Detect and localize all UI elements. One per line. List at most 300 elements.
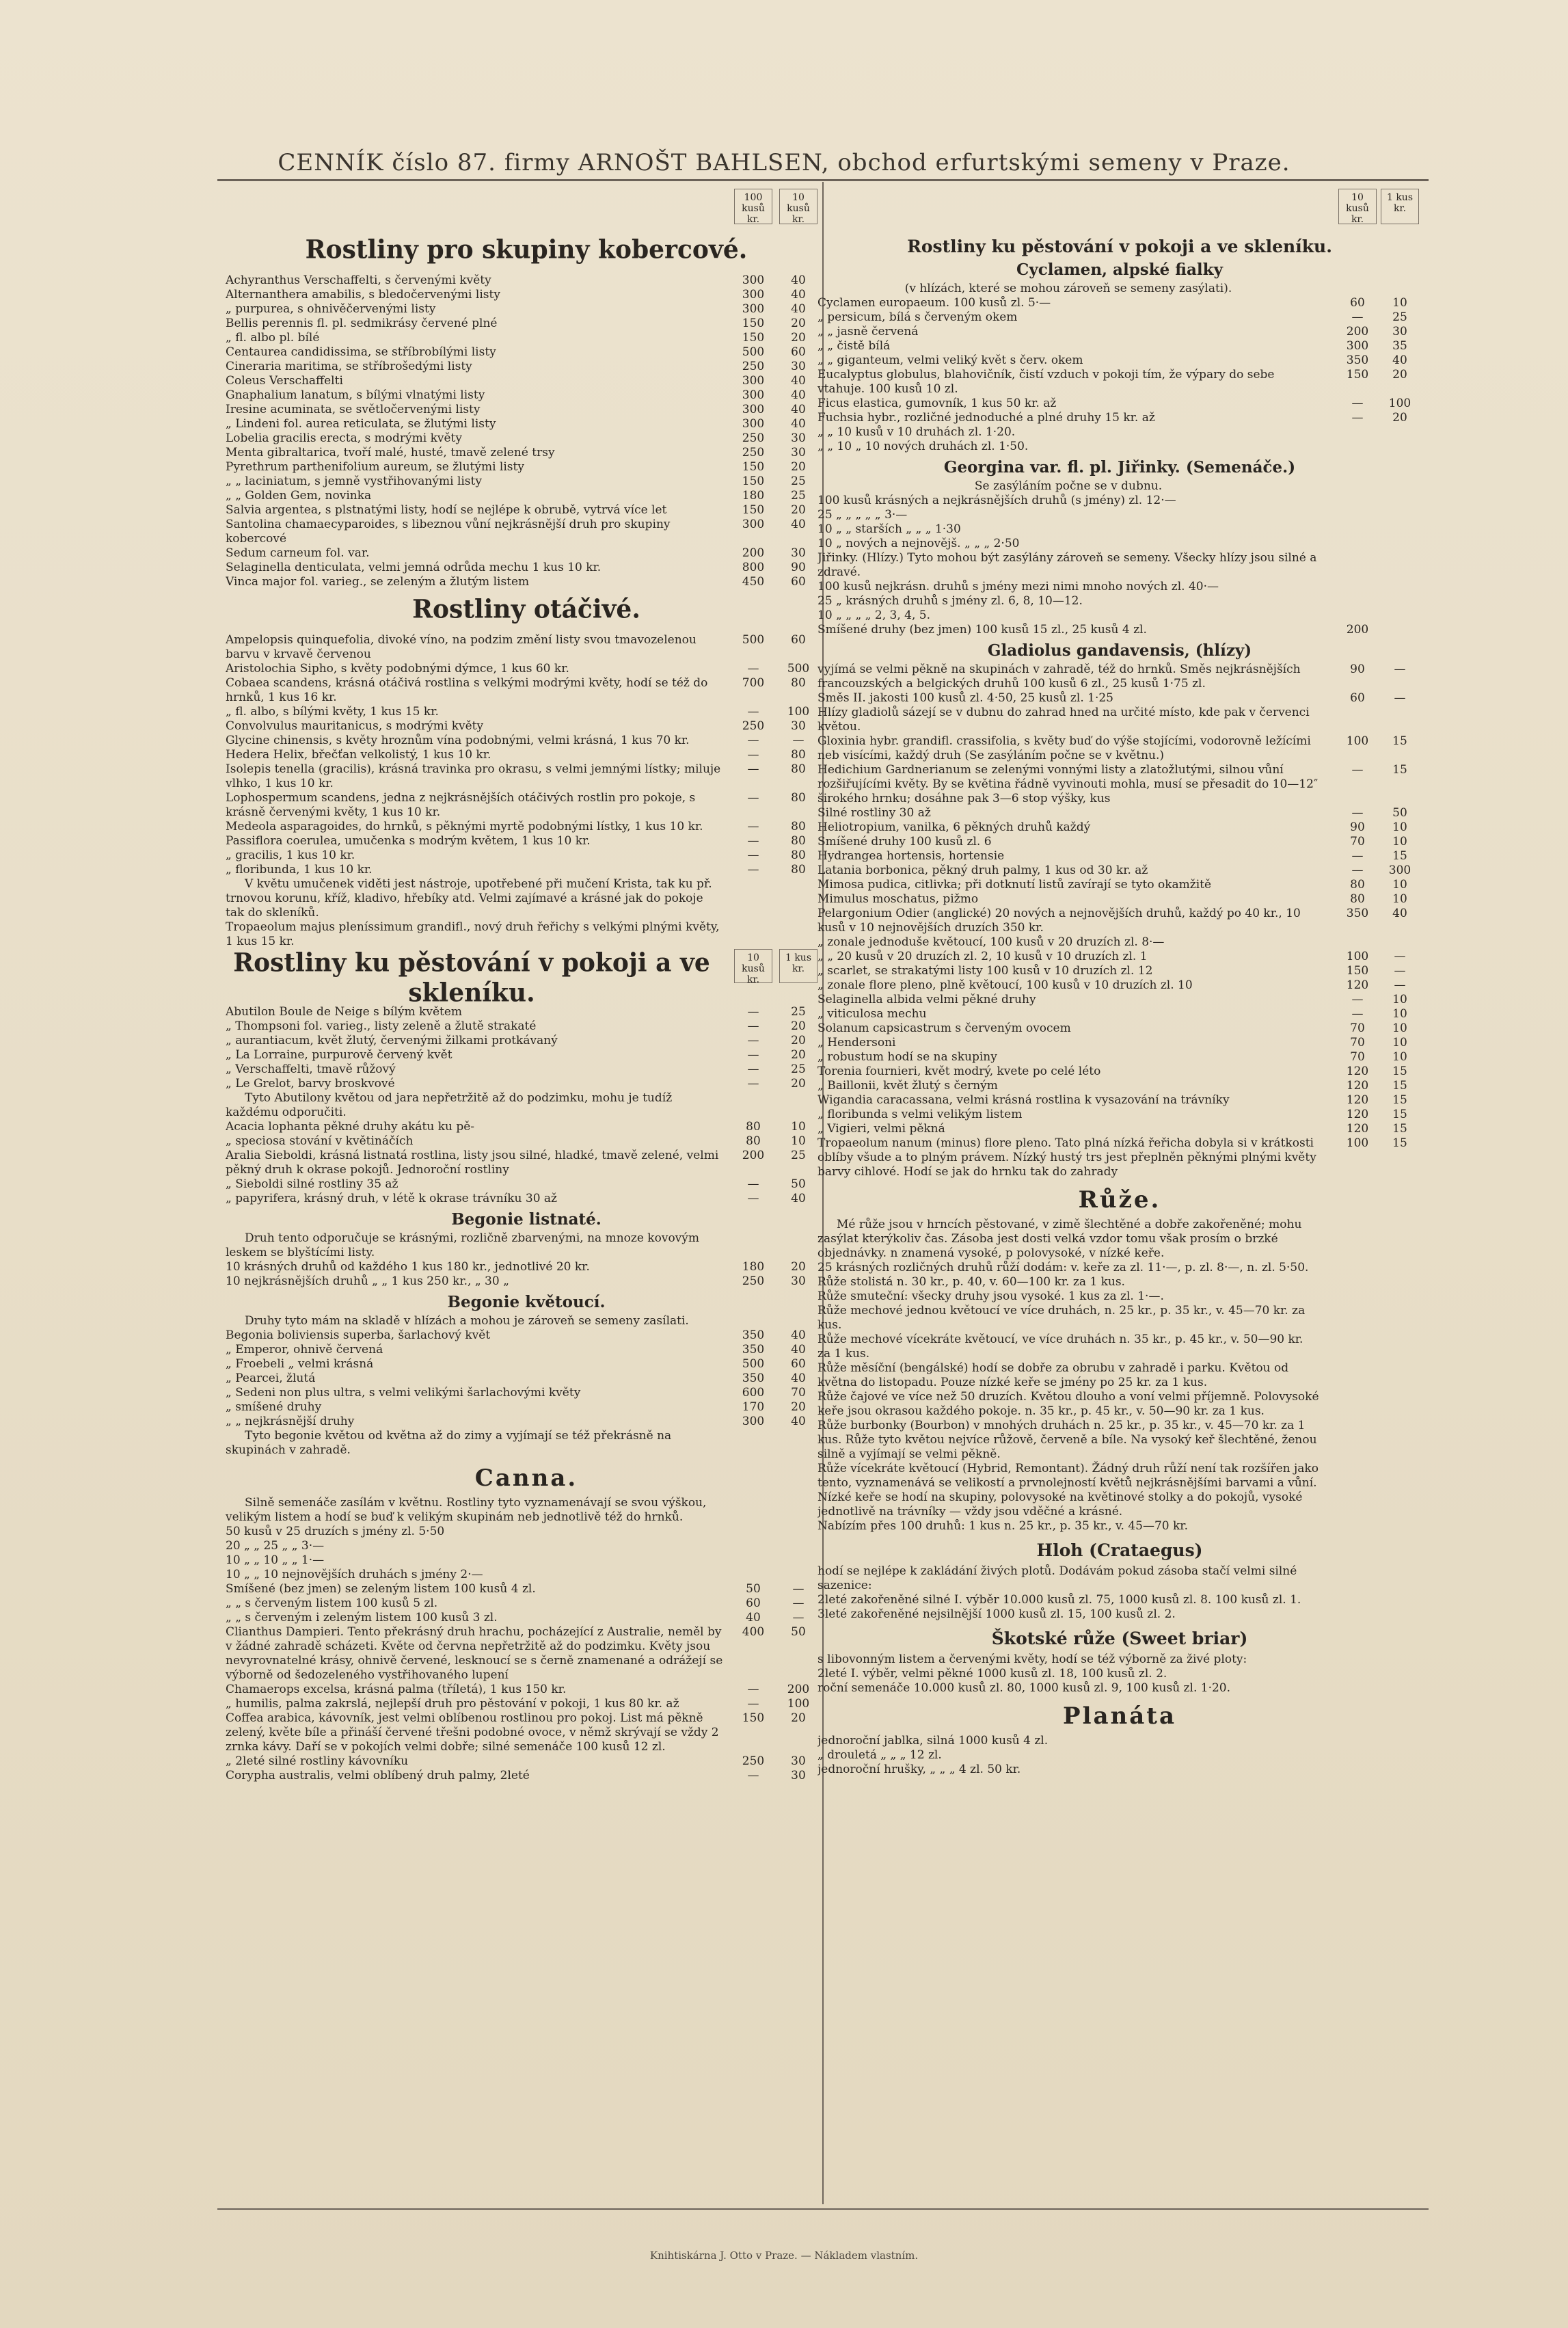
price-b: 40 bbox=[791, 388, 806, 402]
price-a: 150 bbox=[742, 317, 765, 330]
price-b: 60 bbox=[791, 633, 806, 647]
price-a: — bbox=[747, 863, 759, 877]
item-list bbox=[817, 1564, 1422, 1622]
price-row bbox=[817, 1007, 1422, 1021]
price-row bbox=[817, 907, 1422, 935]
price-row bbox=[226, 446, 827, 460]
item-name: Corypha australis, velmi oblíbený druh palmy, 2leté bbox=[226, 1769, 530, 1782]
price-row bbox=[817, 1021, 1422, 1036]
item-name: „ floribunda, 1 kus 10 kr. bbox=[226, 863, 373, 877]
price-b: 30 bbox=[791, 431, 806, 445]
item-name: Hlízy gladiolů sázejí se v dubnu do zahrad hned na určité místo, kde pak v červenci květou. bbox=[817, 706, 1310, 734]
price-b: 10 bbox=[1392, 993, 1407, 1006]
price-col-10: 10 kusů kr. bbox=[734, 949, 772, 983]
price-row bbox=[226, 1568, 827, 1582]
price-a: 300 bbox=[742, 302, 765, 316]
price-row bbox=[226, 762, 827, 791]
item-name: „ persicum, bílá s červeným okem bbox=[817, 310, 1018, 324]
price-row bbox=[226, 460, 827, 474]
price-a: 180 bbox=[742, 489, 765, 503]
price-b: 30 bbox=[791, 719, 806, 733]
price-b: 20 bbox=[791, 1019, 806, 1033]
price-b: 30 bbox=[791, 1754, 806, 1768]
price-row bbox=[817, 1462, 1422, 1519]
price-row bbox=[817, 1653, 1422, 1667]
price-a: 150 bbox=[742, 474, 765, 488]
price-b: 40 bbox=[791, 1328, 806, 1342]
price-b: 10 bbox=[1392, 835, 1407, 848]
price-a: — bbox=[1351, 806, 1364, 820]
price-a: — bbox=[747, 1062, 759, 1076]
item-name: Alternanthera amabilis, s bledočervenými listy bbox=[226, 288, 500, 302]
price-a: 100 bbox=[1346, 950, 1369, 963]
item-name: Růže vícekráte květoucí (Hybrid, Remontant). Žádný druh růží není tak rozšířen jako tento, vyznamenává se velikostí a prvnolejností květů nejkrásnějšími barvami a vůní. Nízké keře se hodí na skupiny, polovysoké na květinové stolky a do pokojů, vysoké jednotlivě na trávníky — vždy jsou vděčné a krásné. bbox=[817, 1462, 1319, 1518]
price-a: 60 bbox=[1350, 296, 1365, 310]
price-b: — bbox=[1394, 964, 1406, 978]
price-row bbox=[226, 834, 827, 848]
item-name: jednoroční jablka, silná 1000 kusů 4 zl. bbox=[817, 1734, 1049, 1748]
price-a: 300 bbox=[742, 1415, 765, 1428]
item-name: 100 kusů krásných a nejkrásnějších druhů (s jmény) zl. 12·— bbox=[817, 494, 1176, 507]
item-name: „ „ laciniatum, s jemně vystřihovanými listy bbox=[226, 474, 482, 488]
item-name: Mimosa pudica, citlivka; při dotknutí listů zavírají se tyto okamžitě bbox=[817, 878, 1212, 892]
item-name: Abutilon Boule de Neige s bílým květem bbox=[226, 1005, 463, 1019]
price-a: 600 bbox=[742, 1386, 765, 1400]
item-name: Acacia lophanta pěkné druhy akátu ku pě- bbox=[226, 1120, 475, 1134]
price-row bbox=[226, 791, 827, 820]
price-row bbox=[226, 1683, 827, 1697]
price-a: 70 bbox=[1350, 1036, 1365, 1049]
item-name: Nabízím přes 100 druhů: 1 kus n. 25 kr., p. 35 kr., v. 45—70 kr. bbox=[817, 1519, 1188, 1533]
price-a: — bbox=[747, 848, 759, 862]
price-b: 20 bbox=[791, 1048, 806, 1062]
price-a: — bbox=[747, 1683, 759, 1696]
item-name: 2leté I. výběr, velmi pěkné 1000 kusů zl. 18, 100 kusů zl. 2. bbox=[817, 1667, 1167, 1681]
price-a: — bbox=[747, 1177, 759, 1191]
price-b: 50 bbox=[791, 1625, 806, 1639]
price-row bbox=[817, 440, 1422, 454]
item-name: Selaginella albida velmi pěkné druhy bbox=[817, 993, 1036, 1006]
price-b: 15 bbox=[1392, 1108, 1407, 1121]
price-b: 20 bbox=[791, 1034, 806, 1047]
item-list bbox=[817, 494, 1422, 637]
item-name: Růže burbonky (Bourbon) v mnohých druhách n. 25 kr., p. 35 kr., v. 45—70 kr. za 1 kus. Růže tyto květou nejvíce růžově, červeně a bíle. Na vysoký keř šlechtěné, ženou silně a vyjímají se velmi pěkně. bbox=[817, 1419, 1317, 1461]
price-row bbox=[817, 339, 1422, 353]
price-b: 40 bbox=[791, 1192, 806, 1205]
price-row bbox=[226, 417, 827, 431]
price-col-10: 10 kusů kr. bbox=[779, 189, 817, 224]
price-b: 500 bbox=[787, 662, 810, 675]
price-row bbox=[226, 863, 827, 877]
price-b: 15 bbox=[1392, 763, 1407, 777]
item-name: „ zonale flore pleno, plně květoucí, 100 kusů v 10 druzích zl. 10 bbox=[817, 978, 1193, 992]
price-a: 200 bbox=[1346, 325, 1369, 338]
price-row bbox=[226, 1120, 827, 1134]
price-row bbox=[226, 1525, 827, 1539]
price-b: 60 bbox=[791, 1357, 806, 1371]
price-row bbox=[817, 310, 1422, 325]
price-a: 100 bbox=[1346, 734, 1369, 748]
price-a: — bbox=[747, 1034, 759, 1047]
item-name: Hedichium Gardnerianum se zelenými vonnými listy a zlatožlutými, silnou vůní rozšiřujícími květy. By se květina řádně vyvinouti mohla, musí se přesadit do 10—12″ širokého hrnku; dosáhne pak 3—6 stop výšky, kus bbox=[817, 763, 1319, 805]
price-a: — bbox=[747, 734, 759, 747]
section-title: Georgina var. fl. pl. Jiřinky. (Semenáče.) bbox=[943, 458, 1296, 477]
item-name: „ humilis, palma zakrslá, nejlepší druh pro pěstování v pokoji, 1 kus 80 kr. až bbox=[226, 1697, 679, 1711]
item-list bbox=[226, 273, 827, 589]
item-name: „ Thompsoni fol. varieg., listy zeleně a žlutě strakaté bbox=[226, 1019, 537, 1033]
price-row bbox=[817, 806, 1422, 820]
price-row bbox=[226, 1077, 827, 1091]
price-b: 80 bbox=[791, 820, 806, 833]
price-b: 20 bbox=[791, 1400, 806, 1414]
note: Mé růže jsou v hrncích pěstované, v zimě šlechtěné a dobře zakořeněné; mohu zasýlat kterýkoliv čas. Zásoba jest dosti velká vzdor tomu však prosím o brzké objednávky. n znamená vysoké, p polovysoké, v nízké keře. bbox=[817, 1218, 1302, 1260]
price-col-1: 1 kus kr. bbox=[779, 949, 817, 983]
price-row bbox=[817, 864, 1422, 878]
price-b: 40 bbox=[791, 518, 806, 531]
left-price-header bbox=[226, 183, 827, 230]
price-b: — bbox=[1394, 663, 1406, 676]
price-b: 40 bbox=[791, 417, 806, 431]
price-row bbox=[817, 964, 1422, 978]
price-row bbox=[817, 594, 1422, 608]
section-price-header bbox=[226, 947, 827, 1008]
item-name: Růže čajové ve více než 50 druzích. Květou dlouho a voní velmi příjemně. Polovysoké keře jsou okrasou každého pokoje. n. 35 kr., p. 45 kr., v. 50—90 kr. za 1 kus. bbox=[817, 1390, 1319, 1418]
price-b: — bbox=[792, 1596, 805, 1610]
price-row bbox=[226, 403, 827, 417]
item-name: „ La Lorraine, purpurově červený květ bbox=[226, 1048, 452, 1062]
item-name: vyjímá se velmi pěkně na skupinách v zahradě, též do hrnků. Směs nejkrásnějších francouzských a belgických druhů 100 kusů 6 zl., 25 kusů 1·75 zl. bbox=[817, 663, 1301, 691]
price-a: 80 bbox=[746, 1120, 761, 1134]
price-row bbox=[226, 1192, 827, 1206]
price-row bbox=[817, 734, 1422, 763]
item-name: „ fl. albo, s bílými květy, 1 kus 15 kr. bbox=[226, 705, 439, 719]
price-b: 20 bbox=[791, 317, 806, 330]
price-b: 20 bbox=[791, 460, 806, 474]
item-name: „ speciosa stování v květináčích bbox=[226, 1134, 414, 1148]
price-row bbox=[226, 1582, 827, 1596]
item-name: „ „ 20 kusů v 20 druzích zl. 2, 10 kusů v 10 druzích zl. 1 bbox=[817, 950, 1148, 963]
price-a: — bbox=[747, 705, 759, 719]
item-name: 10 „ „ starších „ „ „ 1·30 bbox=[817, 522, 961, 536]
section-title: Rostliny ku pěstování v pokoji a ve skleníku. bbox=[907, 237, 1332, 256]
price-b: 20 bbox=[791, 503, 806, 517]
section-title: Canna. bbox=[474, 1464, 578, 1492]
price-a: 150 bbox=[742, 1711, 765, 1725]
price-row bbox=[226, 503, 827, 518]
item-name: Vinca major fol. varieg., se zeleným a žlutým listem bbox=[226, 575, 530, 589]
price-row bbox=[817, 1333, 1422, 1361]
price-row bbox=[817, 1065, 1422, 1079]
note: Tyto Abutilony květou od jara nepřetržitě až do podzimku, mohu je tudíž každému odporučiti. bbox=[226, 1091, 673, 1119]
price-col-10: 10 kusů kr. bbox=[1338, 189, 1377, 224]
price-b: 35 bbox=[1392, 339, 1407, 353]
price-a: 300 bbox=[1346, 339, 1369, 353]
item-name: „ Lindeni fol. aurea reticulata, se žlutými listy bbox=[226, 417, 496, 431]
price-row bbox=[817, 1050, 1422, 1065]
price-row bbox=[226, 489, 827, 503]
price-a: 150 bbox=[1346, 964, 1369, 978]
price-row bbox=[817, 522, 1422, 537]
item-name: Růže stolistá n. 30 kr., p. 40, v. 60—100 kr. za 1 kus. bbox=[817, 1275, 1125, 1289]
price-a: — bbox=[747, 1019, 759, 1033]
item-name: „ „ giganteum, velmi veliký květ s červ. okem bbox=[817, 353, 1083, 367]
note: Druh tento odporučuje se krásnými, rozličně zbarvenými, na mnoze kovovým leskem se blyštícími listy. bbox=[226, 1231, 700, 1259]
note: Tyto begonie květou od května až do zimy a vyjímají se též překrásně na skupinách v zahradě. bbox=[226, 1429, 672, 1457]
item-name: Pelargonium Odier (anglické) 20 nových a nejnovějších druhů, každý po 40 kr., 10 kusů v 10 nejnovějších druzích 350 kr. bbox=[817, 907, 1301, 935]
price-b: 10 bbox=[1392, 1007, 1407, 1021]
price-a: 300 bbox=[742, 273, 765, 287]
price-a: 300 bbox=[742, 374, 765, 388]
price-b: 40 bbox=[791, 403, 806, 416]
price-a: 250 bbox=[742, 719, 765, 733]
item-name: 10 „ nových a nejnovějš. „ „ „ 2·50 bbox=[817, 537, 1020, 550]
price-a: — bbox=[1351, 1007, 1364, 1021]
item-name: 10 „ „ „ „ 2, 3, 4, 5. bbox=[817, 608, 930, 622]
price-a: — bbox=[747, 834, 759, 848]
price-row bbox=[226, 288, 827, 302]
price-a: 90 bbox=[1350, 663, 1365, 676]
price-row bbox=[817, 1108, 1422, 1122]
price-row bbox=[226, 1711, 827, 1754]
item-name: „ purpurea, s ohnivěčervenými listy bbox=[226, 302, 436, 316]
price-row bbox=[817, 950, 1422, 964]
price-a: 60 bbox=[746, 1596, 761, 1610]
printer-imprint: Knihtiskárna J. Otto v Praze. — Nákladem vlastním. bbox=[649, 2249, 919, 2262]
item-name: Coffea arabica, kávovník, jest velmi oblíbenou rostlinou pro pokoj. List má pěkně zelený, květe bíle a přináší červené třešni podobné ovoce, v němž skrývají se vždy 2 zrnka kávy. Daří se v pokojích velmi dobře; silné semenáče 100 kusů 12 zl. bbox=[226, 1711, 719, 1754]
price-row bbox=[226, 1754, 827, 1769]
price-b: 40 bbox=[791, 288, 806, 302]
price-row bbox=[817, 580, 1422, 594]
item-name: „ „ Golden Gem, novinka bbox=[226, 489, 372, 503]
item-name: Aralia Sieboldi, krásná listnatá rostlina, listy jsou silné, hladké, tmavě zelené, velmi pěkný druh k okrase pokojů. Jednoroční rostliny bbox=[226, 1149, 719, 1177]
item-name: Convolvulus mauritanicus, s modrými květy bbox=[226, 719, 484, 733]
item-name: Centaurea candidissima, se stříbrobílými listy bbox=[226, 345, 496, 359]
item-name: Lophospermum scandens, jedna z nejkrásnějších otáčivých rostlin pro pokoje, s krásně červenými květy, 1 kus 10 kr. bbox=[226, 791, 696, 819]
price-a: 170 bbox=[742, 1400, 765, 1414]
price-row bbox=[226, 1386, 827, 1400]
item-name: hodí se nejlépe k zakládání živých plotů. Dodávám pokud zásoba stačí velmi silné sazenice: bbox=[817, 1564, 1297, 1592]
item-name: Lobelia gracilis erecta, s modrými květy bbox=[226, 431, 462, 445]
price-row bbox=[817, 1261, 1422, 1275]
note: Se zasýláním počne se v dubnu. bbox=[974, 479, 1163, 493]
item-name: „ Froebeli „ velmi krásná bbox=[226, 1357, 374, 1371]
price-b: 20 bbox=[1392, 411, 1407, 425]
item-name: „ „ 10 kusů v 10 druhách zl. 1·20. bbox=[817, 425, 1016, 439]
price-a: 80 bbox=[1350, 878, 1365, 892]
price-row bbox=[817, 397, 1422, 411]
item-name: Chamaerops excelsa, krásná palma (tříletá), 1 kus 150 kr. bbox=[226, 1683, 567, 1696]
price-row bbox=[226, 1134, 827, 1149]
item-name: „ fl. albo pl. bílé bbox=[226, 331, 320, 345]
price-row bbox=[817, 1289, 1422, 1304]
price-row bbox=[226, 273, 827, 288]
price-b: 40 bbox=[791, 1415, 806, 1428]
item-name: „ Sedeni non plus ultra, s velmi velikými šarlachovými květy bbox=[226, 1386, 581, 1400]
price-a: 500 bbox=[742, 345, 765, 359]
price-b: 10 bbox=[1392, 892, 1407, 906]
item-list bbox=[817, 663, 1422, 1179]
price-row bbox=[226, 1177, 827, 1192]
price-b: 20 bbox=[791, 331, 806, 345]
item-name: s libovonným listem a červenými květy, hodí se též výborně za živé ploty: bbox=[817, 1653, 1247, 1666]
price-row bbox=[817, 508, 1422, 522]
price-row bbox=[817, 820, 1422, 835]
price-b: 30 bbox=[1392, 325, 1407, 338]
item-name: Achyranthus Verschaffelti, s červenými květy bbox=[226, 273, 491, 287]
price-b: 70 bbox=[791, 1386, 806, 1400]
price-b: 25 bbox=[791, 1149, 806, 1162]
price-a: — bbox=[747, 1005, 759, 1019]
item-name: Clianthus Dampieri. Tento překrásný druh hrachu, pocházející z Australie, neměl by v žádné zahradě scházeti. Květe od června nepřetržitě až do podzimku. Květy jsou nevyrovnatelné krásy, ohnivě červené, lesknoucí se s černě znamenané a odrážejí se výborně od šedozeleného vystřihovaného lupení bbox=[226, 1625, 723, 1682]
price-row bbox=[817, 663, 1422, 691]
price-b: 100 bbox=[787, 705, 810, 719]
item-name: „ Hendersoni bbox=[817, 1036, 896, 1049]
price-b: 15 bbox=[1392, 849, 1407, 863]
price-b: — bbox=[1394, 950, 1406, 963]
price-b: 40 bbox=[791, 1343, 806, 1356]
price-row bbox=[817, 325, 1422, 339]
price-b: 25 bbox=[791, 1005, 806, 1019]
price-row bbox=[817, 993, 1422, 1007]
price-row bbox=[226, 633, 827, 662]
price-b: 10 bbox=[1392, 820, 1407, 834]
item-name: Santolina chamaecyparoides, s libeznou vůní nejkrásnější druh pro skupiny kobercové bbox=[226, 518, 671, 546]
price-a: — bbox=[1351, 411, 1364, 425]
price-a: 350 bbox=[1346, 907, 1369, 920]
price-row bbox=[226, 561, 827, 575]
item-name: „ floribunda s velmi velikým listem bbox=[817, 1108, 1023, 1121]
section-title: Rostliny otáčivé. bbox=[412, 593, 640, 625]
price-b: 40 bbox=[1392, 353, 1407, 367]
item-name: Jiřinky. (Hlízy.) Tyto mohou být zasýlány zároveň se semeny. Všecky hlízy jsou silné a zdravé. bbox=[817, 551, 1317, 579]
price-row bbox=[817, 1361, 1422, 1390]
price-row bbox=[226, 748, 827, 762]
price-a: 50 bbox=[746, 1582, 761, 1596]
price-a: 300 bbox=[742, 288, 765, 302]
item-list bbox=[226, 1525, 827, 1783]
price-row bbox=[226, 1357, 827, 1372]
price-row bbox=[817, 1607, 1422, 1622]
price-row bbox=[817, 1734, 1422, 1748]
price-b: 10 bbox=[1392, 1050, 1407, 1064]
item-name: 25 krásných rozličných druhů růží dodám: v. keře za zl. 11·—, p. zl. 8·—, n. zl. 5·50. bbox=[817, 1261, 1309, 1274]
price-row bbox=[817, 1093, 1422, 1108]
item-name: Menta gibraltarica, tvoří malé, husté, tmavě zelené trsy bbox=[226, 446, 555, 459]
price-row bbox=[817, 892, 1422, 907]
price-row bbox=[226, 1539, 827, 1553]
item-list bbox=[226, 1120, 827, 1206]
item-name: Heliotropium, vanilka, 6 pěkných druhů každý bbox=[817, 820, 1091, 834]
price-a: 60 bbox=[1350, 691, 1365, 705]
item-name: 10 nejkrásnějších druhů „ „ 1 kus 250 kr., „ 30 „ bbox=[226, 1274, 509, 1288]
item-name: jednoroční hrušky, „ „ „ 4 zl. 50 kr. bbox=[817, 1763, 1021, 1776]
price-a: 500 bbox=[742, 633, 765, 647]
price-a: 120 bbox=[1346, 1093, 1369, 1107]
price-b: 20 bbox=[1392, 368, 1407, 382]
price-row bbox=[226, 820, 827, 834]
price-a: 400 bbox=[742, 1625, 765, 1639]
price-row bbox=[226, 374, 827, 388]
item-name: Sedum carneum fol. var. bbox=[226, 546, 370, 560]
price-a: 700 bbox=[742, 676, 765, 690]
price-b: 25 bbox=[791, 1062, 806, 1076]
price-row bbox=[817, 1564, 1422, 1593]
item-name: Ficus elastica, gumovník, 1 kus 50 kr. až bbox=[817, 397, 1057, 410]
price-a: 200 bbox=[742, 1149, 765, 1162]
price-a: 150 bbox=[1346, 368, 1369, 382]
price-row bbox=[817, 1593, 1422, 1607]
price-a: 180 bbox=[742, 1260, 765, 1274]
item-name: 20 „ „ 25 „ „ 3·— bbox=[226, 1539, 325, 1553]
price-row bbox=[817, 1748, 1422, 1763]
price-row bbox=[817, 368, 1422, 397]
item-name: 25 „ „ „ „ „ 3·— bbox=[817, 508, 908, 522]
price-b: 15 bbox=[1392, 1136, 1407, 1150]
price-a: 120 bbox=[1346, 1108, 1369, 1121]
item-list bbox=[226, 1328, 827, 1429]
price-a: 120 bbox=[1346, 1065, 1369, 1078]
item-name: „ Baillonii, květ žlutý s černým bbox=[817, 1079, 998, 1093]
price-row bbox=[817, 1079, 1422, 1093]
price-row bbox=[817, 1390, 1422, 1419]
price-row bbox=[817, 1136, 1422, 1179]
price-row bbox=[226, 676, 827, 705]
price-row bbox=[226, 1596, 827, 1611]
item-name: Solanum capsicastrum s červeným ovocem bbox=[817, 1021, 1071, 1035]
item-name: Fuchsia hybr., rozličné jednoduché a plné druhy 15 kr. až bbox=[817, 411, 1155, 425]
section-title: Begonie listnaté. bbox=[451, 1210, 601, 1229]
price-row bbox=[226, 431, 827, 446]
price-b: 80 bbox=[791, 791, 806, 805]
note: Druhy tyto mám na skladě v hlízách a mohou je zároveň se semeny zasílati. bbox=[245, 1314, 689, 1328]
item-name: Cyclamen europaeum. 100 kusů zl. 5·— bbox=[817, 296, 1051, 310]
price-row bbox=[226, 1372, 827, 1386]
price-row bbox=[226, 920, 827, 949]
item-name: „ „ nejkrásnější druhy bbox=[226, 1415, 355, 1428]
item-name: „ robustum hodí se na skupiny bbox=[817, 1050, 997, 1064]
price-a: 300 bbox=[742, 403, 765, 416]
item-name: „ viticulosa mechu bbox=[817, 1007, 927, 1021]
price-b: 10 bbox=[1392, 1036, 1407, 1049]
price-b: 80 bbox=[791, 863, 806, 877]
price-a: 450 bbox=[742, 575, 765, 589]
price-a: 500 bbox=[742, 1357, 765, 1371]
price-col-1: 1 kus kr. bbox=[1381, 189, 1419, 224]
item-name: „ papyrifera, krásný druh, v létě k okrase trávníku 30 až bbox=[226, 1192, 558, 1205]
price-a: 70 bbox=[1350, 1021, 1365, 1035]
price-row bbox=[817, 978, 1422, 993]
price-b: 10 bbox=[1392, 878, 1407, 892]
price-row bbox=[226, 1400, 827, 1415]
price-b: 25 bbox=[791, 489, 806, 503]
price-b: 80 bbox=[791, 676, 806, 690]
price-row bbox=[817, 1304, 1422, 1333]
item-name: 2leté zakořeněné silné I. výběr 10.000 kusů zl. 75, 1000 kusů zl. 8. 100 kusů zl. 1. bbox=[817, 1593, 1301, 1607]
item-name: „ smíšené druhy bbox=[226, 1400, 322, 1414]
price-b: 10 bbox=[791, 1120, 806, 1134]
item-name: „ Verschaffelti, tmavě růžový bbox=[226, 1062, 396, 1076]
price-a: 150 bbox=[742, 503, 765, 517]
price-b: 15 bbox=[1392, 1122, 1407, 1136]
item-list bbox=[226, 920, 827, 949]
item-name: Růže smuteční: všecky druhy jsou vysoké. 1 kus za zl. 1·—. bbox=[817, 1289, 1164, 1303]
item-name: Cineraria maritima, se stříbrošedými listy bbox=[226, 360, 472, 373]
price-row bbox=[226, 1062, 827, 1077]
item-list bbox=[226, 1260, 827, 1289]
price-b: 20 bbox=[791, 1077, 806, 1091]
price-row bbox=[817, 1419, 1422, 1462]
price-b: 80 bbox=[791, 834, 806, 848]
